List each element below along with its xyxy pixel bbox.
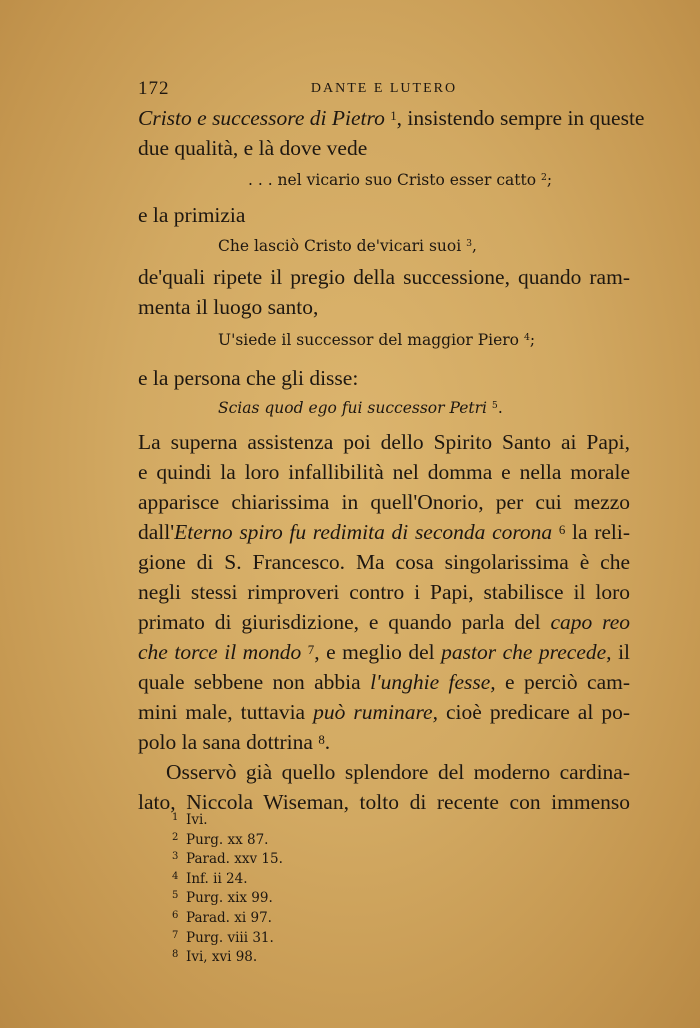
footnote xyxy=(172,889,283,909)
footnote-number: 8 xyxy=(172,949,179,961)
footnote-ref: 3 xyxy=(466,238,473,249)
footnote-text: Ivi. xyxy=(186,812,208,828)
text-line: lato, Niccola Wiseman, tolto di recente con immenso xyxy=(138,790,630,814)
text-line: de'quali ripete il pregio della successione, quando ram- xyxy=(138,265,630,289)
verse-quote xyxy=(218,396,503,420)
italic-phrase: Cristo e successore di Pietro xyxy=(138,106,385,130)
text-run: il xyxy=(611,640,631,664)
text-run: la reli- xyxy=(565,520,631,544)
footnote-text: Purg. viii 31. xyxy=(186,929,274,946)
text-run: dall' xyxy=(138,520,175,544)
text-line: apparisce chiarissima in quell'Onorio, per cui mezzo xyxy=(138,490,630,514)
italic-phrase: che torce il mondo xyxy=(138,640,302,664)
text-run: . xyxy=(324,730,331,754)
italic-phrase: l'unghie fesse, xyxy=(370,670,496,694)
verse-text: Scias quod ego fui successor Petri xyxy=(218,399,487,417)
verse-punct: . xyxy=(497,399,503,417)
footnote-number: 2 xyxy=(172,831,179,843)
verse-punct: ; xyxy=(529,331,536,349)
text-line xyxy=(138,518,630,546)
verse-punct: , xyxy=(472,237,477,255)
footnote-text: Parad. xxv 15. xyxy=(186,851,283,868)
text-run: e perciò cam- xyxy=(495,670,630,694)
text-line: e la persona che gli disse: xyxy=(138,366,359,390)
text-line: negli stessi rimproveri contro i Papi, stabilisce il loro xyxy=(138,580,630,604)
text-run: polo la sana dottrina xyxy=(138,730,313,754)
footnote-text: Parad. xi 97. xyxy=(186,909,272,926)
italic-phrase: Eterno spiro fu redimita di seconda corona xyxy=(174,520,553,544)
text-line xyxy=(138,104,645,132)
page-header xyxy=(138,78,630,100)
text-run: quale sebbene non abbia xyxy=(138,670,371,694)
footnote-ref: 2 xyxy=(540,172,547,183)
text-line: e quindi la loro infallibilità nel domma e nella morale xyxy=(138,460,630,484)
footnote-number: 6 xyxy=(172,909,179,921)
footnote-text: Purg. xx 87. xyxy=(186,831,269,848)
running-title: DANTE E LUTERO xyxy=(310,81,458,96)
footnote-number: 4 xyxy=(172,870,179,882)
footnotes xyxy=(172,811,283,968)
text-line xyxy=(138,638,630,666)
text-line: due qualità, e là dove vede xyxy=(138,136,368,160)
footnote-ref: 7 xyxy=(307,643,315,657)
footnote-ref: 6 xyxy=(558,523,566,537)
footnote xyxy=(172,870,283,890)
text-line: menta il luogo santo, xyxy=(138,295,319,319)
text-run: cioè predicare al po- xyxy=(437,700,630,724)
footnote xyxy=(172,831,283,851)
page-number: 172 xyxy=(138,78,170,99)
text-run: primato di giurisdizione, e quando parla del xyxy=(138,610,551,634)
footnote xyxy=(172,909,283,929)
footnote xyxy=(172,929,283,949)
footnote-ref: 4 xyxy=(523,332,530,343)
text-line xyxy=(138,728,330,756)
text-line xyxy=(138,608,630,636)
footnote xyxy=(172,811,283,831)
text-run: mini male, tuttavia xyxy=(138,700,314,724)
footnote-number: 5 xyxy=(172,890,179,902)
footnote-number: 7 xyxy=(172,929,179,941)
italic-phrase: può ruminare, xyxy=(313,700,438,724)
text-line xyxy=(138,698,630,726)
footnote-text: Ivi, xvi 98. xyxy=(186,949,258,966)
text-line xyxy=(138,668,630,696)
text-line: La superna assistenza poi dello Spirito Santo ai Papi, xyxy=(138,430,630,454)
footnote-ref: 5 xyxy=(491,400,498,411)
text-line: e la primizia xyxy=(138,203,246,227)
verse-text: U'siede il successor del maggior Piero xyxy=(218,331,520,349)
footnote-number: 1 xyxy=(172,812,179,823)
verse-punct: ; xyxy=(546,171,553,189)
italic-phrase: capo reo xyxy=(550,610,631,634)
verse-text: Che lasciò Cristo de'vicari suoi xyxy=(218,237,462,255)
footnote-number: 3 xyxy=(172,851,179,863)
verse-text: . . . nel vicario suo Cristo esser catto xyxy=(248,171,537,189)
footnote xyxy=(172,948,283,968)
footnote-text: Inf. ii 24. xyxy=(186,870,248,887)
footnote-ref: 8 xyxy=(318,733,325,747)
text-line: gione di S. Francesco. Ma cosa singolarissima è che xyxy=(138,550,630,574)
footnote-text: Purg. xix 99. xyxy=(186,890,273,907)
text-run: , insistendo sempre in queste xyxy=(396,106,645,130)
verse-quote xyxy=(218,328,535,352)
text-line: Osservò già quello splendore del moderno cardina- xyxy=(166,760,630,784)
footnote-ref: 1 xyxy=(390,109,397,123)
verse-quote xyxy=(218,234,477,258)
text-run: , e meglio del xyxy=(314,640,442,664)
verse-quote xyxy=(248,168,552,192)
footnote xyxy=(172,850,283,870)
italic-phrase: pastor che precede, xyxy=(441,640,612,664)
